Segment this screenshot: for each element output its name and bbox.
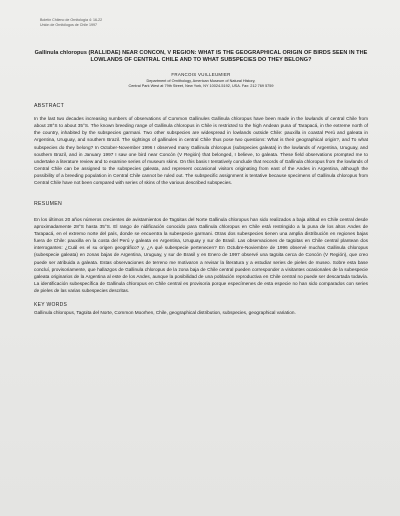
author-name: FRANCOIS VUILLEUMIER xyxy=(171,71,231,77)
article-title: Gallinula chloropus (RALLIDAE) NEAR CONCON, V REGION: WHAT IS THE GEOGRAPHICAL ORIGIN OF BIRDS SEEN IN THE LOWLANDS OF CENTRAL CHILE AND TO WHAT SUBSPECIES DO THEY BELONG? xyxy=(34,50,368,64)
journal-line-2: Unión de Ornitólogos de Chile 1997 xyxy=(40,22,97,27)
abstract-heading: ABSTRACT xyxy=(34,103,65,109)
resumen-text: En los últimos 20 años números crecientes de avistamientos de Tagüitas del Norte Gallinula chloropus han sido realizados a baja altitud en Chile central desde aproximadamente 28°S hasta 35°S. El rango de nidificación conocido para Gallinula chloropus en Chile está restringido a la puna de los altos Andes de Tarapacá, en el extremo norte del país, donde se encuentra la subespecie garmani. Otras dos subespecies tienen una amplia distribución en regiones bajas fuera de Chile: pauxilla en la costa del Perú y galeata en Argentina, Uruguay y sur de Brasil. Las observaciones de tagüitas en Chile central plantean dos interrogantes: ¿Cuál es el su origen geográfico? y, ¿A qué subespecie pertenecen? En Octubre-Noviembre de 1996 observé muchas Gallinula chloropus (subespecie galeata) en zonas bajas de Argentina, Uruguay, y sur de Brasil y en Enero de 1997 observé una tagüita cerca de Concón (V Región), que creo puede ser atribuida a galeata. Estas observaciones de terreno me motivaron a revisar la literatura y a estudiar series de pieles de museo. Sobre esta base concluí, provisoriamente, que hallazgos de Gallinula chloropus de la zona baja de Chile central pueden corresponder a visitantes ocasionales de la subespecie galeata originarios de la Argentina al este de los Andes, aunque la posibilidad de una población reproductiva en Chile central no puede ser descartada todavía. La identificación subespecífica de Gallinula chloropus en Chile central es provisoria porque especímenes de esta especie no han sido comparados con series de pieles de las varias subespecies descritas. xyxy=(34,216,368,294)
journal-citation xyxy=(40,18,368,27)
affiliation-line-2: Central Park West at 79th Street, New York, NY 10024-5192, USA. Fax: 212 769 5759 xyxy=(128,83,274,88)
affiliation-line-1: Department of Ornithology, American Museum of Natural History, xyxy=(146,78,256,83)
keywords-heading: KEY WORDS xyxy=(34,302,68,309)
journal-line-1: Boletín Chileno de Ornitología 4: 16-22 xyxy=(40,18,103,22)
keywords-text: Gallinula chloropus, Tagüita del Norte, Common Moorhen, Chile, geographical distribution, subspecies, geographical variation. xyxy=(34,310,296,316)
author-affiliation xyxy=(34,79,368,89)
abstract-text: In the last two decades increasing numbers of observations of Common Gallinules Gallinula chloropus have been made in the lowlands of central Chile from about 28°S to about 35°S. The known breeding range of Gallinula chloropus in Chile is restricted to the high Andean puna of Tarapacá, in the extreme north of the country, inhabited by the subspecies garmani. Two other subspecies are widespread in lowlands outside Chile: pauxilla in coastal Perú and galeata in Argentina, Uruguay, and southern Brazil. The sightings of gallinules in central Chile thus pose two questions: What is their geographical origin?, and To what subspecies do they belong? In October-November 1996 I observed many Gallinula chloropus (subspecies galeata) in the lowlands of Argentina, Uruguay, and southern Brazil, and in January 1997 I saw one bird near Concón (V Región) that belonged, I believe, to galeata. These field observations prompted me to undertake a literature review and to examine series of museum skins. On this basis I tentatively conclude that records of Gallinula chloropus from the lowlands of Central Chile can be assigned to the subspecies galeata, and represent occasional visitors originating from east of the Andes in Argentina, although the possibility of a breeding population in Central Chile cannot be ruled out. The subspecific assignment is tentative because specimens of Gallinula chloropus from Central Chile have not been compared with series of skins of the various described subspecies. xyxy=(34,116,368,186)
resumen-heading: RESUMEN xyxy=(34,200,63,207)
